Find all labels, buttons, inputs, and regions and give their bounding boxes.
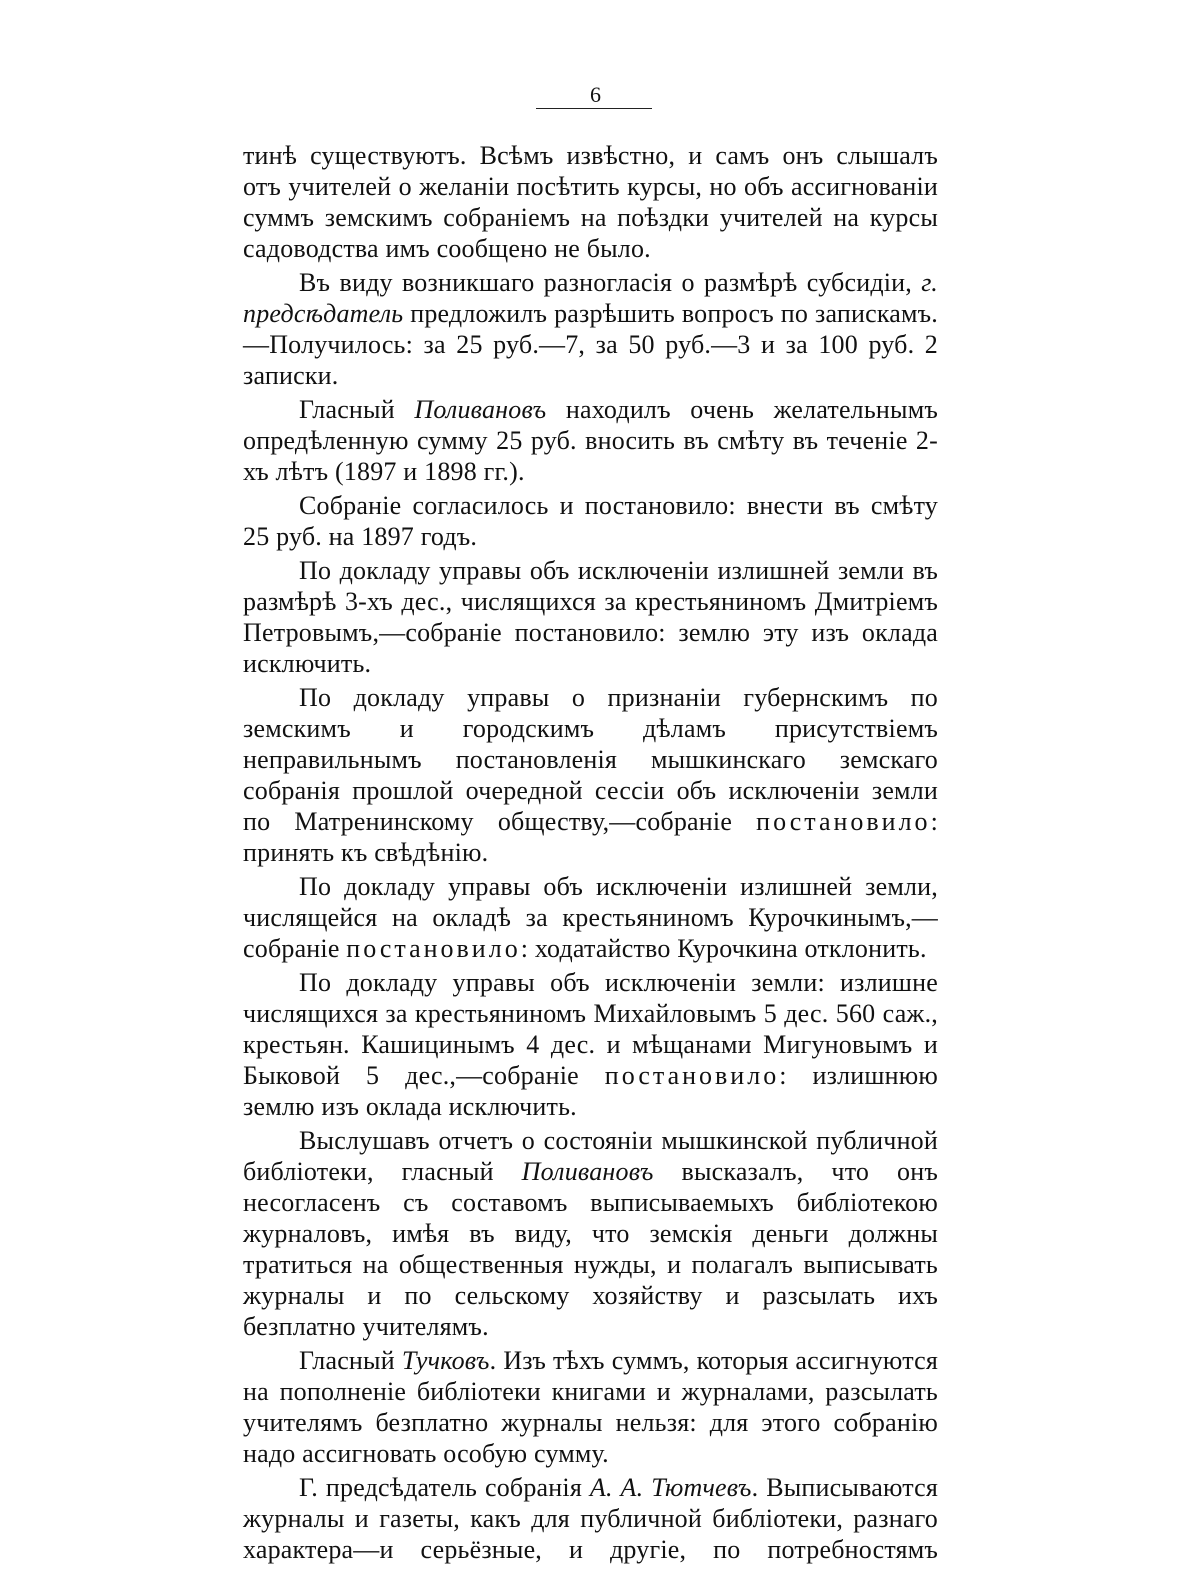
paragraph — [243, 267, 938, 391]
text-segment: Г. предсѣдатель собранія — [299, 1473, 590, 1502]
paragraph — [243, 394, 938, 487]
text-segment: По докладу управы объ исключеніи излишней земли въ размѣрѣ 3-хъ дес., числящихся за крестьяниномъ Дмитріемъ Петровымъ,—собраніе постановило: землю эту изъ оклада исключить. — [243, 556, 938, 678]
body-text — [243, 140, 938, 1568]
italic-name: Тучковъ — [401, 1346, 490, 1375]
italic-name: Поливановъ — [414, 395, 547, 424]
text-segment: предложилъ разрѣшить вопросъ по запискамъ.—Получилось: за 25 руб.—7, за 50 руб.—3 и за 100 руб. 2 записки. — [243, 299, 938, 390]
page-number: 6 — [590, 82, 601, 107]
text-segment: : излишнюю землю изъ оклада исключить. — [243, 1061, 938, 1121]
text-segment: Въ виду возникшаго разногласія о размѣрѣ субсидіи, — [299, 268, 922, 297]
paragraph — [243, 871, 938, 964]
spaced-emphasis: постановило — [756, 807, 931, 836]
paragraph — [243, 682, 938, 868]
text-segment: Гласный — [299, 395, 415, 424]
text-segment: Выслушавъ отчетъ о состояніи мышкинской публичной библіотеки, гласный — [243, 1126, 938, 1186]
paragraph — [243, 1125, 938, 1342]
text-segment: : ходатайство Курочкина отклонить. — [520, 934, 927, 963]
italic-name: А. А. Тютчевъ — [589, 1473, 752, 1502]
italic-name: г. предсѣдатель — [243, 268, 938, 328]
paragraph — [243, 555, 938, 679]
paragraph — [243, 1345, 938, 1469]
text-segment: Гласный — [299, 1346, 402, 1375]
paragraph — [243, 967, 938, 1122]
text-segment: . Выписываются журналы и газеты, какъ для публичной библіотеки, разнаго характера—и серьёзные, и другіе, по потребностямъ — [243, 1473, 939, 1564]
text-segment: . Изъ тѣхъ суммъ, которыя ассигнуются на пополненіе библіотеки книгами и журналами, разсылать учителямъ безплатно журналы нельзя: для этого собранію надо ассигновать особую сумму. — [243, 1346, 938, 1468]
page-number-rule — [536, 108, 652, 109]
text-segment: : принять къ свѣдѣнію. — [243, 807, 938, 867]
text-segment: По докладу управы объ исключеніи земли: излишне числящихся за крестьяниномъ Михайловымъ 5 дес. 560 саж., крестьян. Кашицинымъ 4 дес. и мѣщанами Мигуновымъ и Быковой 5 дес.,—собраніе — [243, 968, 938, 1090]
text-segment: По докладу управы о признаніи губернскимъ по земскимъ и городскимъ дѣламъ присутствіемъ неправильнымъ постановленія мышкинскаго земскаго собранія прошлой очередной сессіи объ исключеніи земли по Матренинскому обществу,—собраніе — [243, 683, 938, 836]
spaced-emphasis: постановило — [604, 1061, 780, 1090]
paragraph — [243, 140, 938, 264]
spaced-emphasis: постановило — [346, 934, 521, 963]
text-segment: находилъ очень желательнымъ опредѣленную сумму 25 руб. вносить въ смѣту въ теченіе 2-хъ лѣтъ (1897 и 1898 гг.). — [243, 395, 938, 486]
text-segment: Собраніе согласилось и постановило: внести въ смѣту 25 руб. на 1897 годъ. — [243, 491, 938, 551]
paragraph — [243, 490, 938, 552]
text-segment: По докладу управы объ исключеніи излишней земли, числящейся на окладѣ за крестьяниномъ Курочкинымъ,—собраніе — [243, 872, 938, 963]
paragraph — [243, 1472, 938, 1565]
italic-name: Поливановъ — [521, 1157, 654, 1186]
text-segment: высказалъ, что онъ несогласенъ съ составомъ выписываемыхъ библіотекою журналовъ, имѣя въ виду, что земскія деньги должны тратиться на общественныя нужды, и полагалъ выписывать журналы и по сельскому хозяйству и разсылать ихъ безплатно учителямъ. — [243, 1157, 938, 1341]
text-segment: тинѣ существуютъ. Всѣмъ извѣстно, и самъ онъ слышалъ отъ учителей о желаніи посѣтить курсы, но объ ассигнованіи суммъ земскимъ собраніемъ на поѣздки учителей на курсы садоводства имъ сообщено не было. — [243, 141, 938, 263]
